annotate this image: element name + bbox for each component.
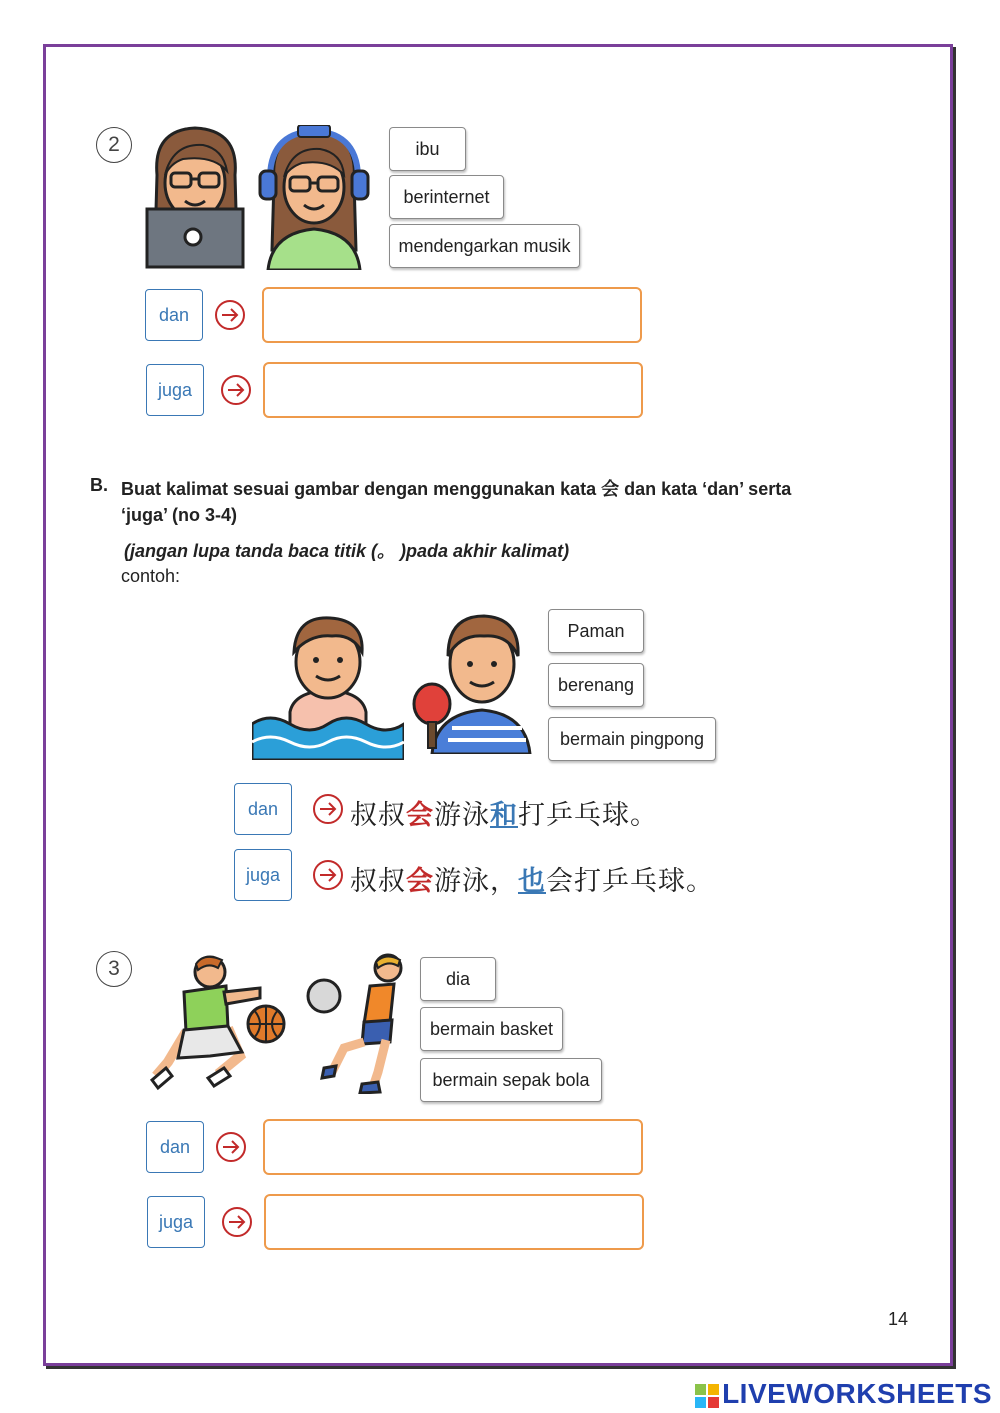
basketball-player-illustration bbox=[148, 952, 288, 1094]
woman-headphones-illustration bbox=[258, 125, 370, 270]
q3-dan-answer-input[interactable] bbox=[263, 1119, 643, 1175]
sentence-part: 会打乒乓球。 bbox=[546, 866, 714, 897]
liveworksheets-logo-icon bbox=[695, 1384, 719, 1408]
word-box-mendengarkan-musik: mendengarkan musik bbox=[389, 224, 580, 268]
section-b-letter: B. bbox=[90, 475, 108, 495]
keyword-ye: 也 bbox=[518, 866, 546, 897]
word-box-berinternet: berinternet bbox=[389, 175, 504, 219]
sentence-part: 叔叔 bbox=[350, 800, 406, 831]
arrow-right-icon bbox=[214, 299, 246, 331]
conjunction-dan-box: dan bbox=[145, 289, 203, 341]
q2-dan-answer-input[interactable] bbox=[262, 287, 642, 343]
sentence-part: 游泳， bbox=[434, 866, 518, 897]
question-number-3: 3 bbox=[96, 951, 132, 987]
word-box-bermain-basket: bermain basket bbox=[420, 1007, 563, 1051]
word-box-berenang: berenang bbox=[548, 663, 644, 707]
word-box-ibu: ibu bbox=[389, 127, 466, 171]
uncle-swimming-illustration bbox=[252, 612, 404, 760]
sentence-part: 叔叔 bbox=[350, 866, 406, 897]
word-box-dia: dia bbox=[420, 957, 496, 1001]
woman-laptop-illustration bbox=[143, 125, 248, 270]
arrow-right-icon bbox=[312, 859, 344, 891]
football-player-illustration bbox=[302, 952, 412, 1094]
page-number: 14 bbox=[888, 1309, 909, 1329]
example-sentence-juga bbox=[350, 859, 714, 898]
word-box-bermain-sepak-bola: bermain sepak bola bbox=[420, 1058, 602, 1102]
brand-text: LIVEWORKSHEETS bbox=[722, 1378, 992, 1409]
arrow-right-icon bbox=[221, 1206, 253, 1238]
conjunction-juga-box: juga bbox=[234, 849, 292, 901]
section-b-note: (jangan lupa tanda baca titik (。 )pada akhir kalimat) bbox=[124, 541, 570, 561]
uncle-pingpong-illustration bbox=[412, 612, 534, 754]
q3-juga-answer-input[interactable] bbox=[264, 1194, 644, 1250]
arrow-right-icon bbox=[220, 374, 252, 406]
liveworksheets-brand[interactable] bbox=[695, 1378, 992, 1410]
sentence-part: 打乒乓球。 bbox=[518, 800, 658, 831]
q2-juga-answer-input[interactable] bbox=[263, 362, 643, 418]
section-b-instruction-line1: Buat kalimat sesuai gambar dengan menggunakan kata 会 dan kata ‘dan’ serta bbox=[121, 479, 792, 499]
section-b-instruction-line2: ‘juga’ (no 3-4) bbox=[121, 505, 238, 525]
word-box-bermain-pingpong: bermain pingpong bbox=[548, 717, 716, 761]
keyword-hui: 会 bbox=[406, 866, 434, 897]
keyword-he: 和 bbox=[490, 800, 518, 831]
example-sentence-dan bbox=[350, 793, 658, 832]
sentence-part: 游泳 bbox=[434, 800, 490, 831]
arrow-right-icon bbox=[215, 1131, 247, 1163]
conjunction-dan-box: dan bbox=[234, 783, 292, 835]
example-label: contoh: bbox=[121, 566, 181, 586]
keyword-hui: 会 bbox=[406, 800, 434, 831]
conjunction-juga-box: juga bbox=[146, 364, 204, 416]
word-box-paman: Paman bbox=[548, 609, 644, 653]
question-number-2: 2 bbox=[96, 127, 132, 163]
arrow-right-icon bbox=[312, 793, 344, 825]
conjunction-juga-box: juga bbox=[147, 1196, 205, 1248]
conjunction-dan-box: dan bbox=[146, 1121, 204, 1173]
